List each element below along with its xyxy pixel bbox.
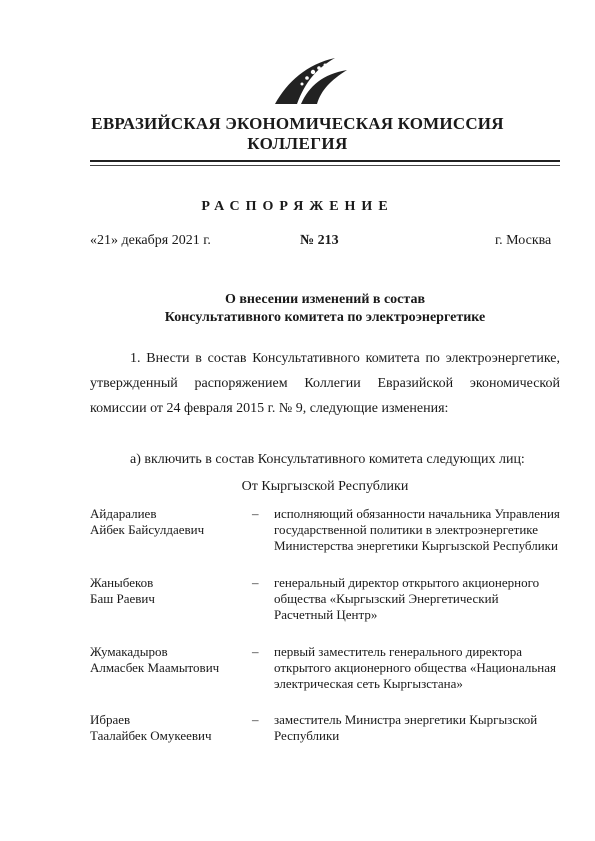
member-given-name: Айбек Байсулдаевич bbox=[90, 522, 205, 537]
member-row bbox=[90, 575, 560, 623]
document-city: г. Москва bbox=[495, 233, 552, 248]
document-type: РАСПОРЯЖЕНИЕ bbox=[201, 199, 394, 214]
member-surname: Айдаралиев bbox=[90, 506, 157, 521]
member-name bbox=[90, 644, 252, 692]
member-given-name: Баш Раевич bbox=[90, 591, 155, 606]
paragraph-1: 1. Внести в состав Консультативного комитета по электроэнергетике, утвержденный распоряжением Коллегии Евразийской экономической комиссии от 24 февраля 2015 г. № 9, следующие изменения: bbox=[90, 351, 560, 416]
title-line-1: О внесении изменений в состав bbox=[224, 292, 426, 307]
group-heading: От Кыргызской Республики bbox=[241, 479, 409, 494]
organization-name: ЕВРАЗИЙСКАЯ ЭКОНОМИЧЕСКАЯ КОМИССИЯ bbox=[91, 114, 504, 133]
title-line-2: Консультативного комитета по электроэнергетике bbox=[164, 310, 486, 325]
members-list bbox=[90, 506, 560, 765]
member-position: исполняющий обязанности начальника Управления государственной политики в электроэнергетике Министерства энергетики Кыргызской Республики bbox=[274, 506, 560, 553]
document-title bbox=[0, 291, 595, 327]
member-dash: – bbox=[252, 712, 259, 727]
organization-body: КОЛЛЕГИЯ bbox=[247, 134, 348, 153]
member-row bbox=[90, 644, 560, 692]
member-surname: Жаныбеков bbox=[90, 575, 154, 590]
member-name bbox=[90, 575, 252, 623]
header-rule-thin bbox=[90, 165, 560, 166]
document-number: № 213 bbox=[300, 233, 339, 248]
member-position: заместитель Министра энергетики Кыргызской Республики bbox=[274, 712, 538, 743]
member-name bbox=[90, 506, 252, 554]
member-dash: – bbox=[252, 575, 259, 590]
member-row bbox=[90, 506, 560, 554]
member-given-name: Алмасбек Маамытович bbox=[90, 660, 220, 675]
member-given-name: Таалайбек Омукеевич bbox=[90, 728, 212, 743]
header-rule-thick bbox=[90, 160, 560, 162]
subpoint-a: а) включить в состав Консультативного комитета следующих лиц: bbox=[130, 452, 525, 467]
member-dash: – bbox=[252, 644, 259, 659]
member-position: первый заместитель генерального директора открытого акционерного общества «Национальная электрическая сеть Кыргызстана» bbox=[274, 644, 556, 691]
document-date: «21» декабря 2021 г. bbox=[90, 233, 211, 248]
eec-emblem-icon bbox=[265, 52, 355, 112]
member-name bbox=[90, 712, 252, 744]
member-surname: Ибраев bbox=[90, 712, 131, 727]
member-surname: Жумакадыров bbox=[90, 644, 168, 659]
member-position: генеральный директор открытого акционерного общества «Кыргызский Энергетический Расчетный Центр» bbox=[274, 575, 540, 622]
member-row bbox=[90, 712, 560, 744]
member-dash: – bbox=[252, 506, 259, 521]
